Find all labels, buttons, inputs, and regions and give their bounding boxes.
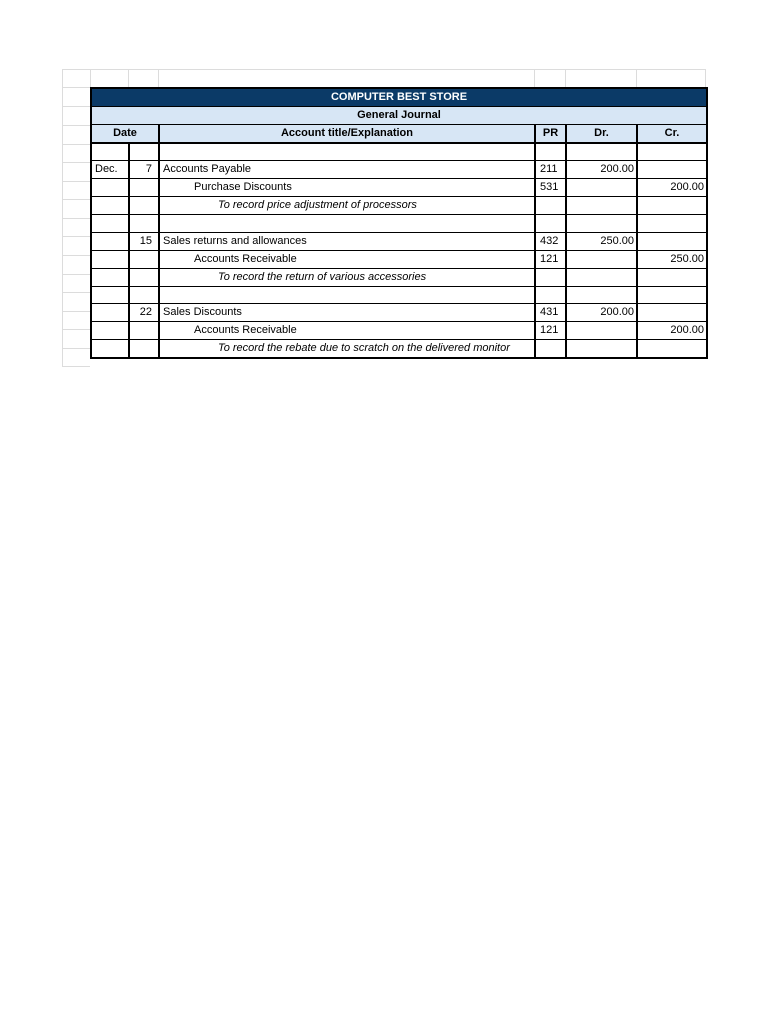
date-month-cell[interactable] [91, 143, 129, 161]
date-day-cell[interactable] [129, 322, 159, 340]
date-column-header[interactable]: Date [91, 125, 159, 144]
debit-column-header[interactable]: Dr. [566, 125, 637, 144]
credit-amount-cell[interactable] [637, 143, 707, 161]
date-month-cell[interactable] [91, 179, 129, 197]
debit-amount-cell[interactable]: 250.00 [566, 232, 637, 250]
posting-reference-cell[interactable] [535, 143, 566, 161]
journal-entry-row [91, 268, 707, 286]
debit-amount-cell[interactable] [566, 286, 637, 304]
account-column-header[interactable]: Account title/Explanation [159, 125, 535, 144]
company-name-row [91, 88, 707, 107]
journal-title-row [91, 107, 707, 125]
column-header-row [91, 125, 707, 144]
credit-amount-cell[interactable] [637, 197, 707, 215]
debit-amount-cell[interactable]: 200.00 [566, 161, 637, 179]
account-title-cell[interactable] [159, 286, 535, 304]
account-title-cell[interactable] [159, 215, 535, 233]
credit-amount-cell[interactable] [637, 232, 707, 250]
credit-amount-cell[interactable] [637, 286, 707, 304]
date-month-cell[interactable] [91, 268, 129, 286]
date-month-cell[interactable] [91, 232, 129, 250]
journal-entry-row [91, 179, 707, 197]
debit-amount-cell[interactable] [566, 322, 637, 340]
account-title-cell[interactable]: Accounts Payable [159, 161, 535, 179]
posting-reference-cell[interactable]: 431 [535, 304, 566, 322]
date-day-cell[interactable] [129, 179, 159, 197]
account-title-cell[interactable] [159, 143, 535, 161]
posting-reference-cell[interactable] [535, 340, 566, 359]
date-month-cell[interactable] [91, 197, 129, 215]
journal-entry-row [91, 197, 707, 215]
posting-reference-cell[interactable]: 432 [535, 232, 566, 250]
debit-amount-cell[interactable] [566, 179, 637, 197]
credit-column-header[interactable]: Cr. [637, 125, 707, 144]
date-day-cell[interactable] [129, 268, 159, 286]
credit-amount-cell[interactable] [637, 268, 707, 286]
date-day-cell[interactable] [129, 286, 159, 304]
credit-amount-cell[interactable]: 200.00 [637, 179, 707, 197]
journal-entry-row [91, 161, 707, 179]
date-day-cell[interactable] [129, 215, 159, 233]
date-month-cell[interactable] [91, 340, 129, 359]
date-month-cell[interactable] [91, 322, 129, 340]
date-month-cell[interactable]: Dec. [91, 161, 129, 179]
date-day-cell[interactable]: 7 [129, 161, 159, 179]
posting-reference-cell[interactable] [535, 268, 566, 286]
explanation-cell[interactable]: To record price adjustment of processors [159, 197, 535, 215]
date-day-cell[interactable]: 22 [129, 304, 159, 322]
posting-reference-cell[interactable]: 531 [535, 179, 566, 197]
date-day-cell[interactable] [129, 197, 159, 215]
debit-amount-cell[interactable] [566, 197, 637, 215]
posting-reference-cell[interactable] [535, 215, 566, 233]
account-title-cell[interactable]: Accounts Receivable [159, 250, 535, 268]
blank-row [91, 143, 707, 161]
credit-amount-cell[interactable]: 200.00 [637, 322, 707, 340]
posting-reference-cell[interactable]: 211 [535, 161, 566, 179]
date-month-cell[interactable] [91, 250, 129, 268]
journal-entry-row [91, 232, 707, 250]
blank-row [91, 215, 707, 233]
date-day-cell[interactable] [129, 143, 159, 161]
credit-amount-cell[interactable]: 250.00 [637, 250, 707, 268]
account-title-cell[interactable]: Accounts Receivable [159, 322, 535, 340]
general-journal-table [90, 87, 708, 359]
credit-amount-cell[interactable] [637, 340, 707, 359]
date-month-cell[interactable] [91, 304, 129, 322]
journal-entry-row [91, 340, 707, 359]
debit-amount-cell[interactable] [566, 250, 637, 268]
date-month-cell[interactable] [91, 286, 129, 304]
date-day-cell[interactable] [129, 250, 159, 268]
credit-amount-cell[interactable] [637, 215, 707, 233]
date-month-cell[interactable] [91, 215, 129, 233]
posting-reference-cell[interactable] [535, 286, 566, 304]
explanation-cell[interactable]: To record the return of various accessories [159, 268, 535, 286]
pr-column-header[interactable]: PR [535, 125, 566, 144]
credit-amount-cell[interactable] [637, 304, 707, 322]
journal-entry-row [91, 250, 707, 268]
journal-entry-row [91, 304, 707, 322]
posting-reference-cell[interactable] [535, 197, 566, 215]
debit-amount-cell[interactable] [566, 215, 637, 233]
debit-amount-cell[interactable] [566, 340, 637, 359]
posting-reference-cell[interactable]: 121 [535, 250, 566, 268]
credit-amount-cell[interactable] [637, 161, 707, 179]
account-title-cell[interactable]: Sales returns and allowances [159, 232, 535, 250]
blank-row [91, 286, 707, 304]
account-title-cell[interactable]: Purchase Discounts [159, 179, 535, 197]
journal-title[interactable]: General Journal [91, 107, 707, 125]
account-title-cell[interactable]: Sales Discounts [159, 304, 535, 322]
date-day-cell[interactable] [129, 340, 159, 359]
company-name[interactable]: COMPUTER BEST STORE [91, 88, 707, 107]
explanation-cell[interactable]: To record the rebate due to scratch on the delivered monitor [159, 340, 535, 359]
debit-amount-cell[interactable] [566, 143, 637, 161]
debit-amount-cell[interactable]: 200.00 [566, 304, 637, 322]
debit-amount-cell[interactable] [566, 268, 637, 286]
posting-reference-cell[interactable]: 121 [535, 322, 566, 340]
journal-entry-row [91, 322, 707, 340]
date-day-cell[interactable]: 15 [129, 232, 159, 250]
